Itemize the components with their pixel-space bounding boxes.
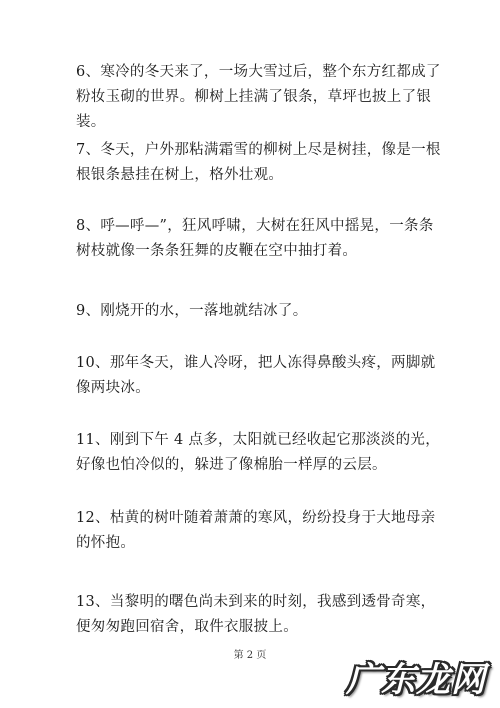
paragraph-13: 13、当黎明的曙色尚未到来的时刻，我感到透骨奇寒，便匆匆跑回宿舍，取件衣服披上。 [76,594,436,635]
paragraph-10: 10、那年冬天，谁人冷呀，把人冻得鼻酸头疼，两脚就像两块冰。 [76,355,436,396]
paragraph-11: 11、刚到下午 4 点多，太阳就已经收起它那淡淡的光，好像也怕冷似的，躲进了像棉胎一样厚的云层。 [76,432,440,473]
page-number: 第 2 页 [233,650,267,661]
paragraph-7: 7、冬天，户外那粘满霜雪的柳树上尽是树挂，像是一根根银条悬挂在树上，格外壮观。 [76,142,441,183]
paragraph-6: 6、寒冷的冬天来了，一场大雪过后，整个东方红都成了粉妆玉砌的世界。柳树上挂满了银条，草坪也披上了银装。 [76,64,441,130]
watermark-logo: 广东龙网 [346,660,486,700]
paragraph-12: 12、枯黄的树叶随着萧萧的寒风，纷纷投身于大地母亲的怀抱。 [76,510,436,551]
paragraph-9: 9、刚烧开的水，一落地就结冰了。 [76,303,308,319]
paragraph-8: 8、呼—呼—”，狂风呼啸，大树在狂风中摇晃，一条条树枝就像一条条狂舞的皮鞭在空中抽打着。 [76,218,434,259]
